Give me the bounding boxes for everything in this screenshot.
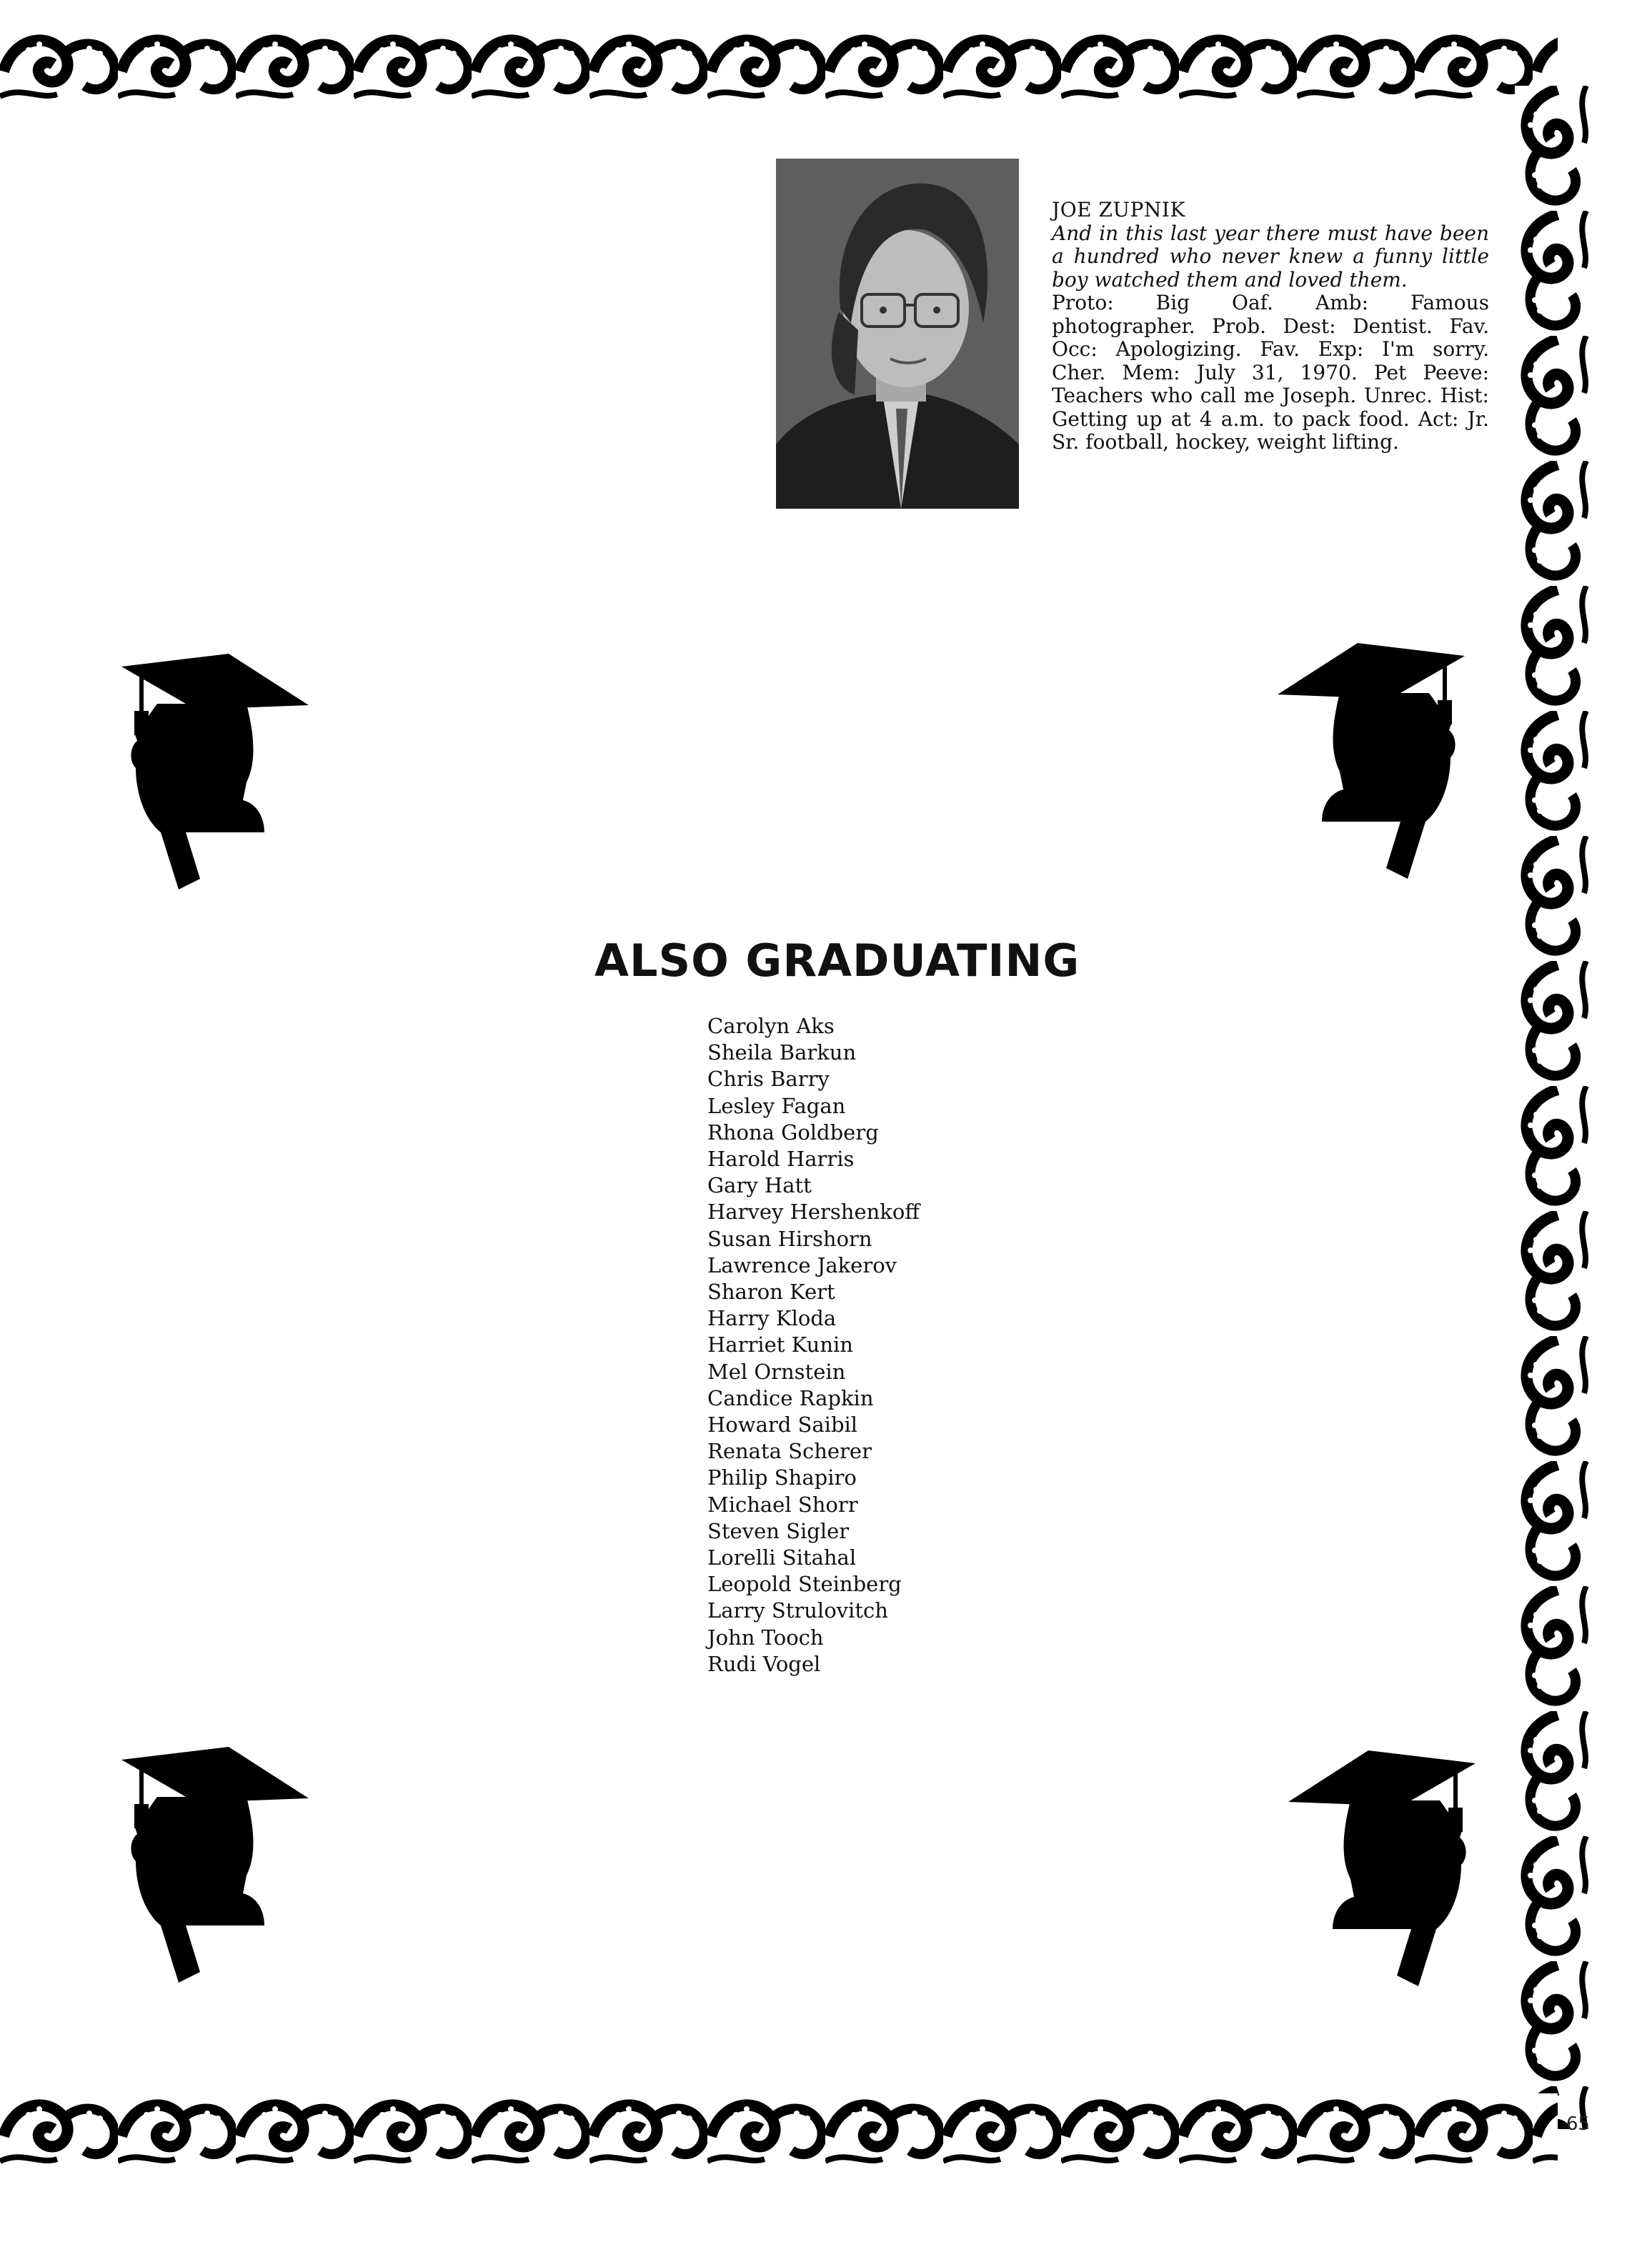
graduate-name: Leopold Steinberg	[707, 1572, 902, 1597]
graduate-name: Gary Hatt	[707, 1173, 812, 1198]
graduate-silhouette-icon	[1275, 1750, 1476, 1986]
ornamental-border-right	[1515, 86, 1601, 2129]
graduate-name: Rhona Goldberg	[707, 1120, 879, 1145]
graduate-name: Renata Scherer	[707, 1439, 872, 1464]
graduate-name: Sheila Barkun	[707, 1040, 857, 1065]
graduate-name: Harvey Hershenkoff	[707, 1200, 920, 1225]
student-bio	[1052, 199, 1489, 454]
graduate-name: Mel Ornstein	[707, 1359, 846, 1384]
graduate-name: Sharon Kert	[707, 1280, 835, 1305]
student-name: JOE ZUPNIK	[1052, 198, 1185, 221]
graduate-name: John Tooch	[707, 1625, 824, 1650]
graduate-name: Chris Barry	[707, 1067, 830, 1092]
graduate-name: Susan Hirshorn	[707, 1226, 872, 1251]
graduate-name: Harriet Kunin	[707, 1332, 853, 1357]
graduate-name: Steven Sigler	[707, 1518, 850, 1543]
student-quote: And in this last year there must have been a hundred who never knew a funny little boy watched them and loved them.	[1052, 221, 1489, 292]
graduate-name: Michael Shorr	[707, 1492, 858, 1517]
graduate-name: Lawrence Jakerov	[707, 1252, 897, 1277]
graduate-name: Howard Saibil	[707, 1413, 858, 1438]
graduate-name: Harry Kloda	[707, 1306, 837, 1331]
graduate-silhouette-icon	[121, 1747, 322, 1983]
graduate-silhouette-icon	[121, 654, 322, 890]
graduate-name: Carolyn Aks	[707, 1014, 835, 1038]
graduate-name: Rudi Vogel	[707, 1651, 821, 1676]
ornamental-border-top	[0, 29, 1558, 107]
graduate-name: Larry Strulovitch	[707, 1598, 888, 1623]
graduate-name: Philip Shapiro	[707, 1465, 857, 1490]
graduate-name: Candice Rapkin	[707, 1385, 874, 1410]
also-graduating-heading: ALSO GRADUATING	[594, 935, 1080, 987]
graduate-name-list	[707, 1013, 993, 1678]
graduate-name: Lorelli Sitahal	[707, 1545, 857, 1570]
ornamental-border-bottom	[0, 2093, 1558, 2172]
graduate-name: Harold Harris	[707, 1147, 855, 1172]
graduate-name: Lesley Fagan	[707, 1093, 846, 1118]
student-portrait	[776, 159, 1019, 509]
graduate-silhouette-icon	[1265, 643, 1465, 879]
page-number: 65	[1566, 2113, 1591, 2135]
student-details: Proto: Big Oaf. Amb: Famous photographer. Prob. Dest: Dentist. Fav. Occ: Apologizing. Fav. Exp: I'm sorry. Cher. Mem: July 31, 1970. Pet Peeve: Teachers who call me Joseph. Unrec. Hist: Getting up at 4 a.m. to pack food. Act: Jr. Sr. football, hockey, weight lifting.	[1052, 291, 1489, 454]
